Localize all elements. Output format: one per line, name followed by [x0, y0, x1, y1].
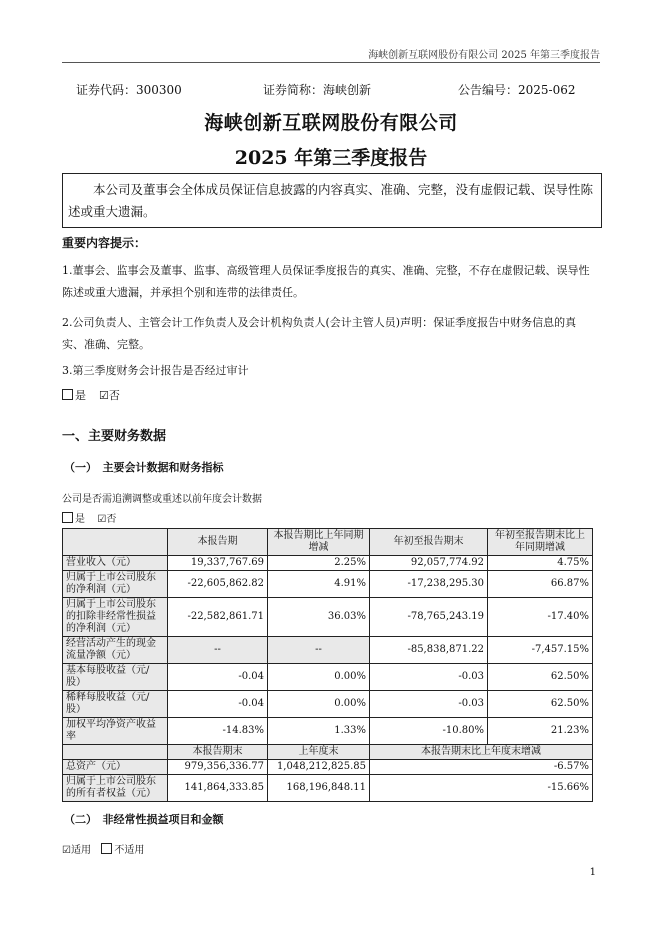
table-cell: 168,196,848.11 [268, 775, 370, 802]
table-header-cell: 年初至报告期末 [370, 529, 488, 556]
restate-options [62, 510, 116, 525]
audit-options [62, 385, 590, 407]
restate-yes-label: 是 [75, 514, 85, 525]
not-applicable-checkbox[interactable] [101, 843, 112, 854]
row-label: 营业收入（元） [63, 556, 168, 571]
table-cell: -0.03 [370, 691, 488, 718]
key-note-1: 1.董事会、监事会及董事、监事、高级管理人员保证季度报告的真实、准确、完整，不存在虚假记载、误导性陈述或重大遗漏，并承担个别和连带的法律责任。 [62, 264, 590, 299]
table-row [63, 598, 593, 637]
table-cell: -17,238,295.30 [370, 571, 488, 598]
running-header: 海峡创新互联网股份有限公司 2025 年第三季度报告 [368, 50, 600, 61]
table-cell: -7,457.15% [488, 637, 593, 664]
table-row [63, 691, 593, 718]
table-header-cell [63, 529, 168, 556]
restate-no-checkbox[interactable]: ☑ [97, 514, 107, 525]
audit-no-label: 否 [108, 389, 120, 402]
table-cell: 62.50% [488, 691, 593, 718]
row-label: 归属于上市公司股东的扣除非经常性损益的净利润（元） [63, 598, 168, 637]
table-header-cell: 年初至报告期末比上年同期增减 [488, 529, 593, 556]
table-cell: -15.66% [370, 775, 593, 802]
section-2-title: （二） 非经常性损益项目和金额 [64, 813, 224, 826]
table-cell: -- [168, 637, 268, 664]
table-cell: 141,864,333.85 [168, 775, 268, 802]
table-cell: 4.91% [268, 571, 370, 598]
applicable-label: 适用 [70, 845, 91, 856]
table-cell: 36.03% [268, 598, 370, 637]
table-cell: 62.50% [488, 664, 593, 691]
row-label: 加权平均净资产收益率 [63, 718, 168, 745]
stock-code: 证券代码：300300 [76, 83, 182, 97]
table-cell: -10.80% [370, 718, 488, 745]
section-1-title: 一、主要财务数据 [62, 429, 167, 444]
financial-data-table [62, 528, 593, 802]
table-cell: 979,356,336.77 [168, 760, 268, 775]
table-cell: -17.40% [488, 598, 593, 637]
table-cell: 92,057,774.92 [370, 556, 488, 571]
table-cell: 0.00% [268, 691, 370, 718]
table-cell: -- [268, 637, 370, 664]
stock-abbreviation: 证券简称：海峡创新 [263, 83, 372, 97]
restate-yes-checkbox[interactable] [62, 512, 73, 523]
table-header-row-2 [63, 745, 593, 760]
table-cell: 1.33% [268, 718, 370, 745]
row-label: 稀释每股收益（元/股） [63, 691, 168, 718]
table-cell: 66.87% [488, 571, 593, 598]
applicable-checkbox[interactable]: ☑ [62, 845, 71, 856]
subsection-1-title: （一） 主要会计数据和财务指标 [64, 461, 224, 474]
table-row [63, 556, 593, 571]
table-header-cell [63, 745, 168, 760]
key-note-2: 2.公司负责人、主管会计工作负责人及会计机构负责人(会计主管人员)声明：保证季度报告中财务信息的真实、准确、完整。 [62, 316, 577, 351]
report-title: 2025 年第三季度报告 [234, 147, 428, 169]
table-row [63, 637, 593, 664]
announcement-number: 公告编号：2025-062 [458, 83, 576, 97]
header-divider [62, 62, 600, 63]
table-cell: -78,765,243.19 [370, 598, 488, 637]
table-row [63, 571, 593, 598]
table-cell: -0.03 [370, 664, 488, 691]
not-applicable-label: 不适用 [114, 845, 145, 856]
table-header-cell: 本报告期末比上年度末增减 [370, 745, 593, 760]
table-row [63, 664, 593, 691]
table-header-cell: 本报告期 [168, 529, 268, 556]
audit-no-checkbox[interactable]: ☑ [99, 389, 109, 402]
table-cell: -22,582,861.71 [168, 598, 268, 637]
table-header-cell: 上年度末 [268, 745, 370, 760]
table-row [63, 775, 593, 802]
table-cell: 1,048,212,825.85 [268, 760, 370, 775]
page-number: 1 [589, 867, 596, 878]
table-header-cell: 本报告期末 [168, 745, 268, 760]
row-label: 归属于上市公司股东的净利润（元） [63, 571, 168, 598]
key-note-3: 3.第三季度财务会计报告是否经过审计 [62, 364, 249, 377]
table-cell: 21.23% [488, 718, 593, 745]
table-row [63, 760, 593, 775]
audit-yes-label: 是 [75, 389, 86, 402]
row-label: 经营活动产生的现金流量净额（元） [63, 637, 168, 664]
company-title: 海峡创新互联网股份有限公司 [204, 112, 458, 134]
row-label: 总资产（元） [63, 760, 168, 775]
table-cell: -22,605,862.82 [168, 571, 268, 598]
applicable-options [62, 841, 144, 856]
table-cell: 4.75% [488, 556, 593, 571]
table-cell: -85,838,871.22 [370, 637, 488, 664]
table-cell: -0.04 [168, 691, 268, 718]
key-notes-heading: 重要内容提示： [62, 236, 147, 250]
table-cell: -0.04 [168, 664, 268, 691]
restate-question: 公司是否需追溯调整或重述以前年度会计数据 [62, 494, 262, 505]
table-cell: 19,337,767.69 [168, 556, 268, 571]
table-header-row [63, 529, 593, 556]
row-label: 归属于上市公司股东的所有者权益（元） [63, 775, 168, 802]
row-label: 基本每股收益（元/股） [63, 664, 168, 691]
table-cell: 2.25% [268, 556, 370, 571]
declaration-box: 本公司及董事会全体成员保证信息披露的内容真实、准确、完整，没有虚假记载、误导性陈述或重大遗漏。 [62, 173, 602, 228]
restate-no-label: 否 [106, 514, 117, 525]
table-cell: 0.00% [268, 664, 370, 691]
audit-yes-checkbox[interactable] [62, 389, 73, 400]
table-row [63, 718, 593, 745]
table-cell: -6.57% [370, 760, 593, 775]
table-header-cell: 本报告期比上年同期增减 [268, 529, 370, 556]
table-cell: -14.83% [168, 718, 268, 745]
